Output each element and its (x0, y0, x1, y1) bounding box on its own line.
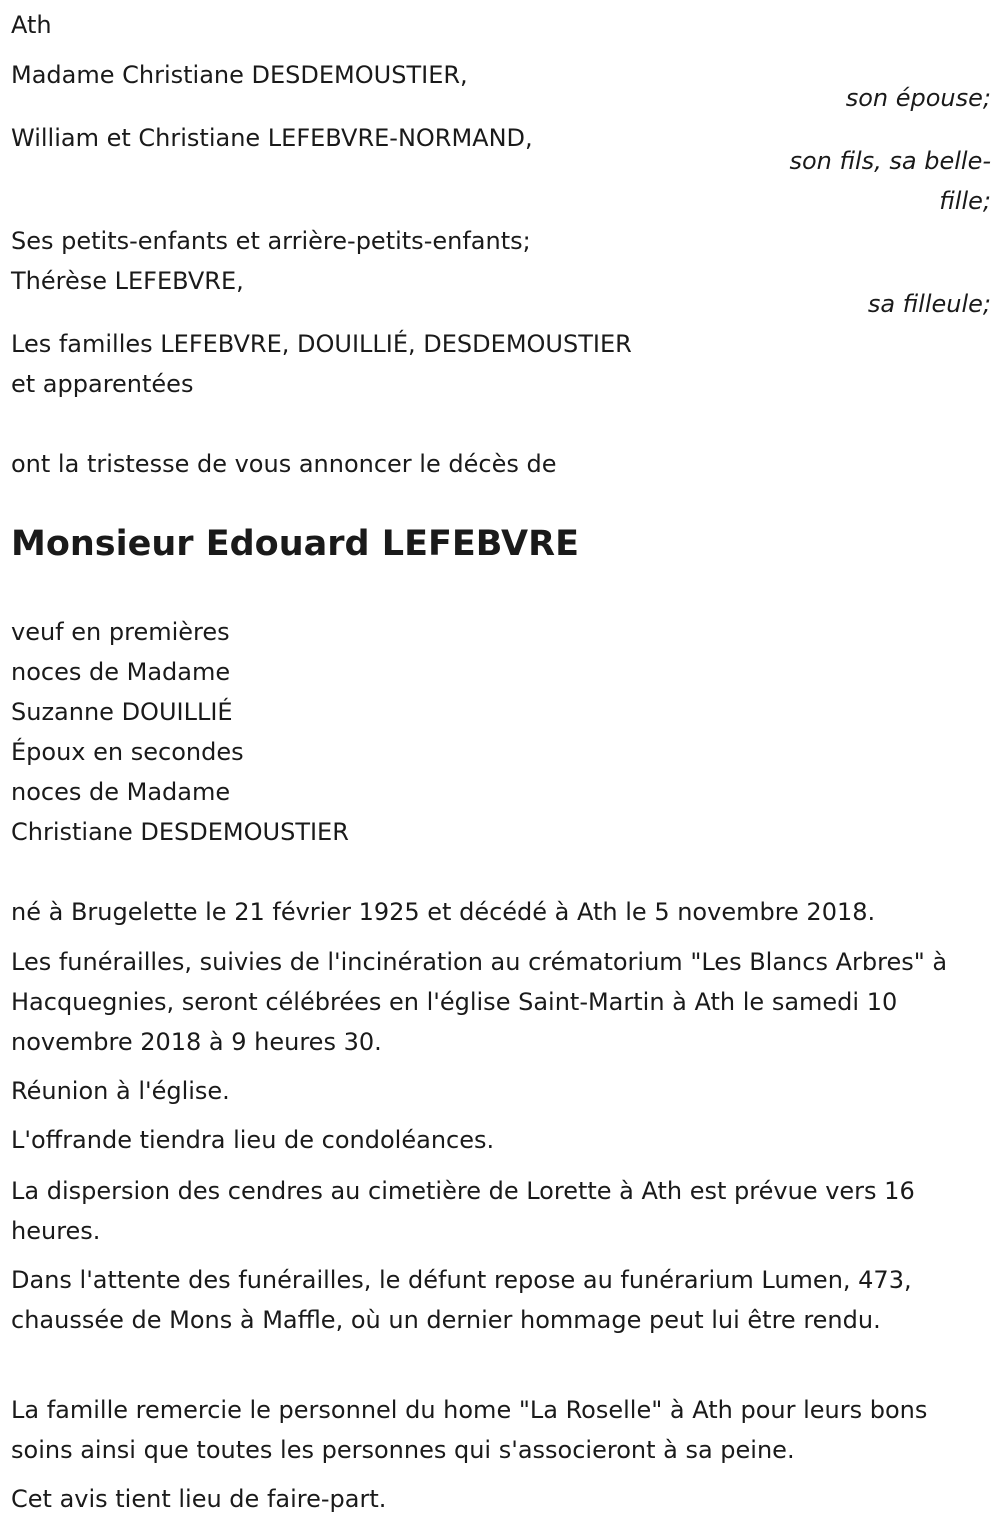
funerarium-paragraph: Dans l'attente des funérailles, le défunt repose au funérarium Lumen, 473, chaussée de Mons à Maffle, où un dernier hommage peut lui être rendu. (11, 1266, 912, 1334)
marital-line: noces de Madame (11, 778, 231, 806)
offering-paragraph: L'offrande tiendra lieu de condoléances. (11, 1126, 495, 1154)
deceased-name: Monsieur Edouard LEFEBVRE (11, 524, 579, 564)
funeral-paragraph: Les funérailles, suivies de l'incinération au crématorium "Les Blancs Arbres" à Hacquegnies, seront célébrées en l'église Saint-Martin à Ath le samedi 10 novembre 2018 à 9 heures 30. (11, 948, 948, 1056)
marital-line: Suzanne DOUILLIÉ (11, 698, 233, 726)
marital-line: noces de Madame (11, 658, 231, 686)
mourner-son-role-line2: fille; (939, 187, 991, 215)
mourner-families-line2: et apparentées (11, 370, 194, 398)
mourner-goddaughter-role: sa filleule; (867, 290, 991, 318)
marital-line: Époux en secondes (11, 738, 244, 766)
mourner-spouse-role: son épouse; (845, 84, 991, 112)
announcement-text: ont la tristesse de vous annoncer le décès de (11, 450, 557, 478)
notice-paragraph: Cet avis tient lieu de faire-part. (11, 1485, 387, 1513)
ashes-paragraph: La dispersion des cendres au cimetière de Lorette à Ath est prévue vers 16 heures. (11, 1177, 915, 1245)
mourner-goddaughter-name: Thérèse LEFEBVRE, (11, 267, 244, 295)
mourner-son-name: William et Christiane LEFEBVRE-NORMAND, (11, 124, 533, 152)
marital-line: veuf en premières (11, 618, 230, 646)
mourner-son-role-line1: son fils, sa belle- (789, 147, 991, 175)
reunion-paragraph: Réunion à l'église. (11, 1077, 230, 1105)
marital-line: Christiane DESDEMOUSTIER (11, 818, 349, 846)
mourner-spouse-name: Madame Christiane DESDEMOUSTIER, (11, 61, 468, 89)
mourner-grandchildren: Ses petits-enfants et arrière-petits-enfants; (11, 227, 531, 255)
birth-death-paragraph: né à Brugelette le 21 février 1925 et décédé à Ath le 5 novembre 2018. (11, 898, 876, 926)
obituary-notice (11, 0, 991, 1534)
mourner-families-line1: Les familles LEFEBVRE, DOUILLIÉ, DESDEMOUSTIER (11, 330, 632, 358)
place-heading: Ath (11, 11, 52, 39)
thanks-paragraph: La famille remercie le personnel du home "La Roselle" à Ath pour leurs bons soins ainsi que toutes les personnes qui s'associeront à sa peine. (11, 1396, 928, 1464)
